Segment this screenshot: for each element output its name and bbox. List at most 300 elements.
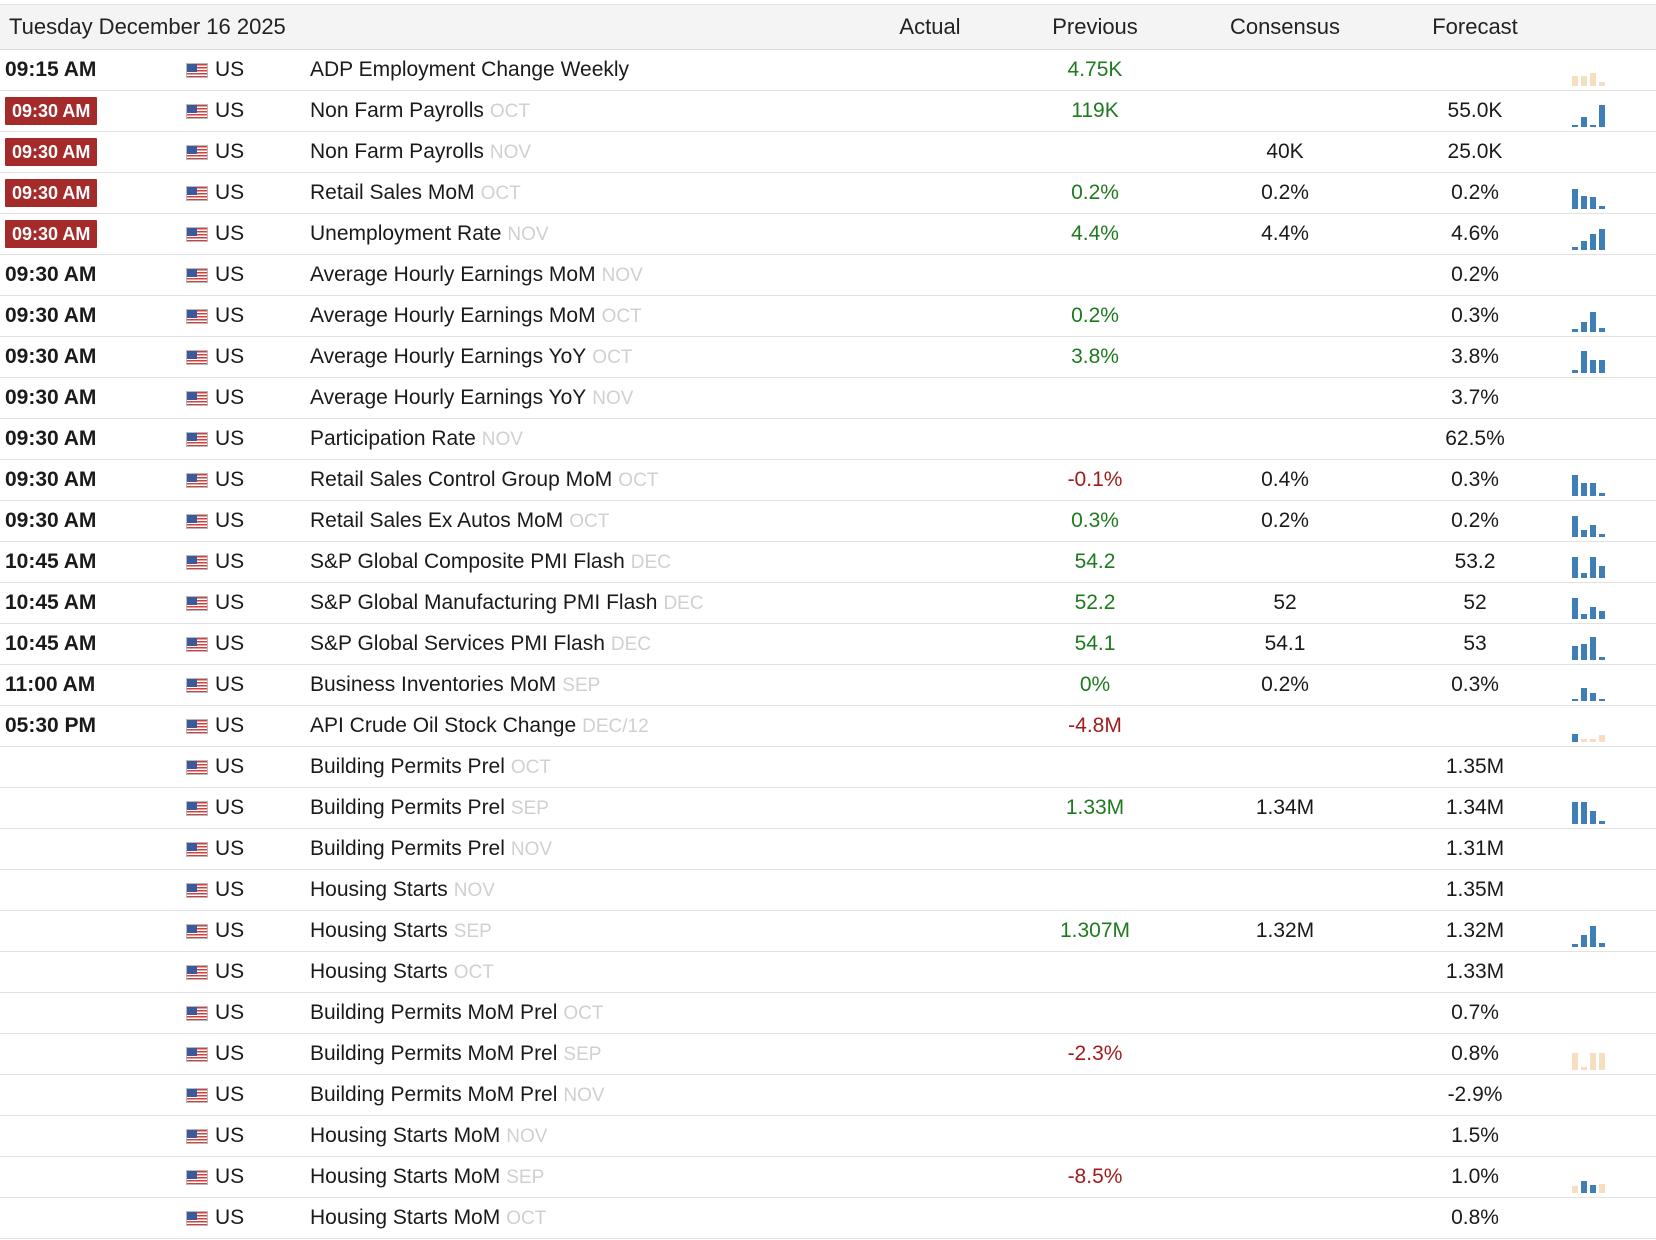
event-name: Average Hourly Earnings YoY — [310, 386, 587, 409]
sparkline-bar — [1590, 360, 1596, 373]
calendar-row[interactable] — [0, 1034, 1656, 1075]
calendar-row[interactable] — [0, 50, 1656, 91]
country-code: US — [215, 1083, 245, 1106]
sparkline-bar — [1590, 483, 1596, 496]
country-code: US — [215, 263, 245, 286]
sparkline-bar — [1599, 360, 1605, 373]
forecast-value: 53 — [1463, 632, 1487, 655]
event-name: S&P Global Services PMI Flash — [310, 632, 605, 655]
sparkline-chart[interactable] — [1572, 915, 1612, 947]
previous-value: 0% — [1079, 673, 1111, 696]
sparkline-bar — [1572, 1186, 1578, 1193]
sparkline-bar — [1599, 1053, 1605, 1070]
event-reference-period: OCT — [618, 470, 659, 491]
actual-column-header[interactable]: Actual — [899, 14, 961, 39]
event-reference-period: OCT — [510, 757, 552, 778]
event-reference-period: DEC — [610, 634, 652, 655]
calendar-date-heading: Tuesday December 16 2025 — [9, 14, 286, 39]
previous-value: 1.33M — [1065, 796, 1125, 819]
sparkline-bar — [1599, 735, 1605, 742]
us-flag-icon — [186, 63, 208, 78]
sparkline-bar — [1581, 644, 1587, 660]
event-link[interactable] — [310, 173, 521, 213]
sparkline-bar — [1599, 206, 1605, 209]
country-code: US — [215, 181, 245, 204]
sparkline-bar — [1599, 611, 1605, 619]
us-flag-icon — [186, 1047, 208, 1062]
forecast-value: 1.35M — [1445, 878, 1505, 901]
sparkline-bar — [1581, 1067, 1587, 1070]
sparkline-chart[interactable] — [1572, 341, 1612, 373]
sparkline-bar — [1572, 516, 1578, 537]
sparkline-bar — [1590, 1185, 1596, 1193]
calendar-row[interactable] — [0, 132, 1656, 173]
forecast-value: 1.34M — [1445, 796, 1505, 819]
calendar-row[interactable] — [0, 829, 1656, 870]
previous-value: 0.3% — [1071, 509, 1119, 532]
event-reference-period: OCT — [592, 347, 633, 368]
sparkline-bar — [1572, 734, 1578, 742]
sparkline-bar — [1581, 351, 1587, 373]
event-name: Building Permits MoM Prel — [310, 1001, 558, 1024]
time-badge: 09:30 AM — [5, 179, 97, 207]
previous-value: 3.8% — [1071, 345, 1119, 368]
time-badge: 09:30 AM — [5, 97, 97, 125]
sparkline-bar — [1581, 614, 1587, 619]
forecast-value: 1.33M — [1445, 960, 1505, 983]
event-time: 10:45 AM — [5, 550, 97, 573]
event-name: Average Hourly Earnings YoY — [310, 345, 587, 368]
event-link[interactable] — [310, 1075, 605, 1115]
calendar-row[interactable] — [0, 419, 1656, 460]
consensus-value: 4.4% — [1261, 222, 1309, 245]
country-code: US — [215, 837, 245, 860]
event-name: API Crude Oil Stock Change — [310, 714, 577, 737]
sparkline-chart[interactable] — [1572, 218, 1612, 250]
event-time: 09:30 AM — [5, 304, 97, 327]
calendar-row[interactable] — [0, 624, 1656, 665]
event-name: Building Permits MoM Prel — [310, 1042, 558, 1065]
event-name: Participation Rate — [310, 427, 476, 450]
country-code: US — [215, 550, 245, 573]
forecast-value: 3.7% — [1451, 386, 1499, 409]
event-link[interactable] — [310, 993, 604, 1033]
event-link[interactable] — [310, 460, 658, 500]
sparkline-bar — [1590, 1053, 1596, 1070]
us-flag-canton — [187, 474, 197, 482]
us-flag-canton — [187, 679, 197, 687]
us-flag-canton — [187, 638, 197, 646]
calendar-row[interactable] — [0, 1157, 1656, 1198]
consensus-value: 40K — [1266, 140, 1304, 163]
event-reference-period: SEP — [563, 1044, 602, 1065]
sparkline-chart[interactable] — [1572, 464, 1612, 496]
calendar-row[interactable] — [0, 1198, 1656, 1239]
sparkline-chart[interactable] — [1572, 1161, 1612, 1193]
sparkline-bar — [1581, 530, 1587, 537]
previous-column-header[interactable]: Previous — [1052, 14, 1138, 39]
forecast-value: 0.3% — [1451, 468, 1499, 491]
event-link[interactable] — [310, 501, 609, 541]
sparkline-bar — [1581, 241, 1587, 250]
previous-value: 119K — [1071, 99, 1119, 122]
sparkline-bar — [1572, 1053, 1578, 1070]
sparkline-chart[interactable] — [1572, 300, 1612, 332]
event-link[interactable] — [310, 378, 633, 418]
sparkline-bar — [1599, 943, 1605, 947]
previous-value: 54.1 — [1074, 632, 1116, 655]
country-code: US — [215, 222, 245, 245]
country-code: US — [215, 714, 245, 737]
sparkline-bar — [1590, 693, 1596, 701]
event-time: 09:30 AM — [5, 509, 97, 532]
us-flag-icon — [186, 924, 208, 939]
sparkline-bar — [1599, 229, 1605, 250]
event-reference-period: NOV — [453, 880, 495, 901]
calendar-row[interactable] — [0, 337, 1656, 378]
previous-value: -2.3% — [1067, 1042, 1123, 1065]
event-time: 09:30 AM — [5, 345, 97, 368]
sparkline-bar — [1572, 699, 1578, 701]
calendar-row[interactable] — [0, 952, 1656, 993]
previous-value: 4.4% — [1071, 222, 1119, 245]
event-reference-period: OCT — [563, 1003, 604, 1024]
sparkline-bar — [1572, 370, 1578, 373]
us-flag-canton — [187, 843, 197, 851]
event-link[interactable] — [310, 214, 549, 254]
sparkline-chart[interactable] — [1572, 669, 1612, 701]
previous-value: -8.5% — [1067, 1165, 1123, 1188]
forecast-value: 0.2% — [1451, 509, 1499, 532]
us-flag-canton — [187, 925, 197, 933]
calendar-row[interactable] — [0, 993, 1656, 1034]
calendar-row[interactable] — [0, 583, 1656, 624]
calendar-row[interactable] — [0, 173, 1656, 214]
event-link[interactable] — [310, 255, 643, 295]
us-flag-canton — [187, 351, 197, 359]
forecast-value: 0.2% — [1451, 263, 1499, 286]
event-reference-period: NOV — [507, 224, 549, 245]
event-name: Housing Starts — [310, 919, 448, 942]
sparkline-bar — [1581, 1181, 1587, 1193]
forecast-value: 0.3% — [1451, 673, 1499, 696]
us-flag-icon — [186, 391, 208, 406]
event-name: ADP Employment Change Weekly — [310, 58, 630, 81]
sparkline-bar — [1590, 197, 1596, 209]
event-name: Building Permits Prel — [310, 755, 505, 778]
previous-value: 4.75K — [1067, 58, 1123, 81]
country-code: US — [215, 632, 245, 655]
sparkline-bar — [1590, 125, 1596, 127]
sparkline-bar — [1590, 607, 1596, 619]
country-code: US — [215, 345, 245, 368]
sparkline-bar — [1599, 328, 1605, 332]
country-code: US — [215, 960, 245, 983]
event-reference-period: OCT — [569, 511, 610, 532]
sparkline-bar — [1599, 657, 1605, 660]
us-flag-canton — [187, 884, 197, 892]
event-link[interactable] — [310, 132, 531, 172]
sparkline-bar — [1590, 73, 1596, 86]
event-link[interactable] — [310, 911, 492, 951]
consensus-column-header[interactable]: Consensus — [1229, 14, 1341, 39]
country-code: US — [215, 796, 245, 819]
event-name: Building Permits Prel — [310, 796, 505, 819]
sparkline-bar — [1590, 637, 1596, 660]
event-link[interactable] — [310, 1034, 601, 1074]
event-link[interactable] — [310, 665, 600, 705]
calendar-row[interactable] — [0, 501, 1656, 542]
event-name: Non Farm Payrolls — [310, 99, 484, 122]
sparkline-chart[interactable] — [1572, 1038, 1612, 1070]
us-flag-canton — [187, 1048, 197, 1056]
forecast-value: 1.35M — [1445, 755, 1505, 778]
us-flag-icon — [186, 760, 208, 775]
us-flag-icon — [186, 350, 208, 365]
calendar-row[interactable] — [0, 1075, 1656, 1116]
country-code: US — [215, 673, 245, 696]
country-code: US — [215, 509, 245, 532]
event-time: 10:45 AM — [5, 632, 97, 655]
event-reference-period: NOV — [601, 265, 643, 286]
us-flag-icon — [186, 842, 208, 857]
forecast-value: 1.5% — [1451, 1124, 1499, 1147]
sparkline-bar — [1572, 598, 1578, 619]
event-reference-period: NOV — [481, 429, 523, 450]
sparkline-bar — [1572, 247, 1578, 250]
country-code: US — [215, 99, 245, 122]
country-code: US — [215, 1206, 245, 1229]
event-link[interactable] — [310, 1198, 546, 1238]
event-reference-period: DEC/12 — [582, 716, 649, 737]
forecast-value: 1.32M — [1445, 919, 1505, 942]
sparkline-chart[interactable] — [1572, 792, 1612, 824]
consensus-value: 54.1 — [1264, 632, 1306, 655]
event-link[interactable] — [310, 1116, 547, 1156]
sparkline-bar — [1590, 525, 1596, 537]
us-flag-canton — [187, 1130, 197, 1138]
sparkline-bar — [1599, 105, 1605, 127]
sparkline-bar — [1590, 557, 1596, 578]
us-flag-canton — [187, 802, 197, 810]
us-flag-icon — [186, 104, 208, 119]
country-code: US — [215, 140, 245, 163]
us-flag-canton — [187, 64, 197, 72]
event-link[interactable] — [310, 870, 495, 910]
sparkline-bar — [1572, 329, 1578, 332]
consensus-value: 52 — [1273, 591, 1297, 614]
country-code: US — [215, 468, 245, 491]
forecast-value: 55.0K — [1447, 99, 1503, 122]
us-flag-icon — [186, 145, 208, 160]
event-link[interactable] — [310, 419, 523, 459]
sparkline-bar — [1572, 646, 1578, 660]
us-flag-icon — [186, 268, 208, 283]
event-reference-period: SEP — [506, 1167, 545, 1188]
event-link[interactable] — [310, 788, 549, 828]
us-flag-canton — [187, 187, 197, 195]
forecast-column-header[interactable]: Forecast — [1432, 14, 1518, 39]
us-flag-icon — [186, 1170, 208, 1185]
forecast-value: 3.8% — [1451, 345, 1499, 368]
country-code: US — [215, 386, 245, 409]
event-name: S&P Global Manufacturing PMI Flash — [310, 591, 658, 614]
us-flag-canton — [187, 515, 197, 523]
event-time: 10:45 AM — [5, 591, 97, 614]
event-link[interactable] — [310, 624, 651, 664]
country-code: US — [215, 591, 245, 614]
calendar-row[interactable] — [0, 788, 1656, 829]
forecast-value: 0.7% — [1451, 1001, 1499, 1024]
calendar-row[interactable] — [0, 747, 1656, 788]
event-link[interactable] — [310, 706, 649, 746]
sparkline-bar — [1590, 811, 1596, 824]
us-flag-canton — [187, 556, 197, 564]
sparkline-chart[interactable] — [1572, 54, 1612, 86]
us-flag-canton — [187, 310, 197, 318]
calendar-row[interactable] — [0, 214, 1656, 255]
sparkline-chart[interactable] — [1572, 95, 1612, 127]
us-flag-canton — [187, 761, 197, 769]
sparkline-bar — [1581, 739, 1587, 742]
event-reference-period: SEP — [562, 675, 601, 696]
sparkline-bar — [1572, 557, 1578, 578]
event-name: Housing Starts MoM — [310, 1165, 501, 1188]
event-reference-period: OCT — [480, 183, 521, 204]
sparkline-chart[interactable] — [1572, 177, 1612, 209]
us-flag-icon — [186, 227, 208, 242]
country-code: US — [215, 304, 245, 327]
previous-value: 0.2% — [1071, 304, 1119, 327]
us-flag-icon — [186, 719, 208, 734]
sparkline-bar — [1599, 821, 1605, 824]
country-code: US — [215, 1042, 245, 1065]
sparkline-chart[interactable] — [1572, 546, 1612, 578]
sparkline-bar — [1599, 493, 1605, 496]
forecast-value: 0.3% — [1451, 304, 1499, 327]
previous-value: 1.307M — [1059, 919, 1131, 942]
us-flag-icon — [186, 1129, 208, 1144]
event-name: Average Hourly Earnings MoM — [310, 304, 596, 327]
event-time: 09:30 AM — [5, 427, 97, 450]
sparkline-bar — [1572, 125, 1578, 127]
event-time: 09:30 AM — [5, 386, 97, 409]
us-flag-canton — [187, 1007, 197, 1015]
calendar-row[interactable] — [0, 870, 1656, 911]
forecast-value: 0.8% — [1451, 1206, 1499, 1229]
us-flag-canton — [187, 1089, 197, 1097]
previous-value: 52.2 — [1074, 591, 1116, 614]
calendar-row[interactable] — [0, 542, 1656, 583]
event-reference-period: NOV — [510, 839, 553, 860]
sparkline-bar — [1581, 573, 1587, 578]
event-reference-period: OCT — [453, 962, 494, 983]
calendar-row[interactable] — [0, 665, 1656, 706]
us-flag-canton — [187, 392, 197, 400]
calendar-row[interactable] — [0, 378, 1656, 419]
us-flag-icon — [186, 555, 208, 570]
sparkline-bar — [1572, 76, 1578, 86]
event-link[interactable] — [310, 1157, 544, 1197]
forecast-value: 52 — [1463, 591, 1487, 614]
event-link[interactable] — [310, 296, 642, 336]
event-reference-period: NOV — [592, 388, 634, 409]
forecast-value: 1.31M — [1445, 837, 1505, 860]
event-name: S&P Global Composite PMI Flash — [310, 550, 625, 573]
us-flag-icon — [186, 309, 208, 324]
forecast-value: 4.6% — [1451, 222, 1499, 245]
event-reference-period: SEP — [510, 798, 549, 819]
us-flag-icon — [186, 1211, 208, 1226]
consensus-value: 1.34M — [1255, 796, 1315, 819]
event-time: 09:30 AM — [5, 468, 97, 491]
time-badge: 09:30 AM — [5, 220, 97, 248]
event-name: Non Farm Payrolls — [310, 140, 484, 163]
event-link[interactable] — [310, 50, 629, 90]
event-name: Housing Starts — [310, 878, 448, 901]
us-flag-canton — [187, 433, 197, 441]
sparkline-bar — [1581, 802, 1587, 824]
calendar-row[interactable] — [0, 255, 1656, 296]
calendar-row[interactable] — [0, 91, 1656, 132]
calendar-row[interactable] — [0, 296, 1656, 337]
time-badge: 09:30 AM — [5, 138, 97, 166]
sparkline-bar — [1590, 926, 1596, 947]
sparkline-bar — [1572, 475, 1578, 496]
event-link[interactable] — [310, 829, 552, 869]
event-name: Retail Sales Control Group MoM — [310, 468, 613, 491]
event-name: Average Hourly Earnings MoM — [310, 263, 596, 286]
event-link[interactable] — [310, 337, 632, 377]
forecast-value: 0.8% — [1451, 1042, 1499, 1065]
us-flag-icon — [186, 965, 208, 980]
sparkline-chart[interactable] — [1572, 628, 1612, 660]
event-name: Retail Sales Ex Autos MoM — [310, 509, 564, 532]
country-code: US — [215, 919, 245, 942]
consensus-value: 0.2% — [1261, 509, 1309, 532]
consensus-value: 1.32M — [1255, 919, 1315, 942]
calendar-row[interactable] — [0, 460, 1656, 501]
event-reference-period: NOV — [489, 142, 532, 163]
calendar-row[interactable] — [0, 1116, 1656, 1157]
event-name: Business Inventories MoM — [310, 673, 557, 696]
calendar-row[interactable] — [0, 911, 1656, 952]
event-link[interactable] — [310, 583, 704, 623]
us-flag-canton — [187, 720, 197, 728]
us-flag-icon — [186, 514, 208, 529]
sparkline-bar — [1572, 802, 1578, 824]
event-link[interactable] — [310, 952, 494, 992]
previous-value: 54.2 — [1074, 550, 1116, 573]
previous-value: 0.2% — [1071, 181, 1119, 204]
event-link[interactable] — [310, 747, 551, 787]
sparkline-chart[interactable] — [1572, 587, 1612, 619]
us-flag-canton — [187, 597, 197, 605]
us-flag-icon — [186, 432, 208, 447]
event-link[interactable] — [310, 91, 530, 131]
calendar-row[interactable] — [0, 706, 1656, 747]
consensus-value: 0.2% — [1261, 181, 1309, 204]
sparkline-bar — [1599, 534, 1605, 537]
us-flag-canton — [187, 269, 197, 277]
us-flag-icon — [186, 1088, 208, 1103]
sparkline-chart[interactable] — [1572, 710, 1612, 742]
us-flag-icon — [186, 596, 208, 611]
event-name: Retail Sales MoM — [310, 181, 475, 204]
calendar-rows — [0, 50, 1656, 1239]
event-link[interactable] — [310, 542, 671, 582]
sparkline-chart[interactable] — [1572, 505, 1612, 537]
